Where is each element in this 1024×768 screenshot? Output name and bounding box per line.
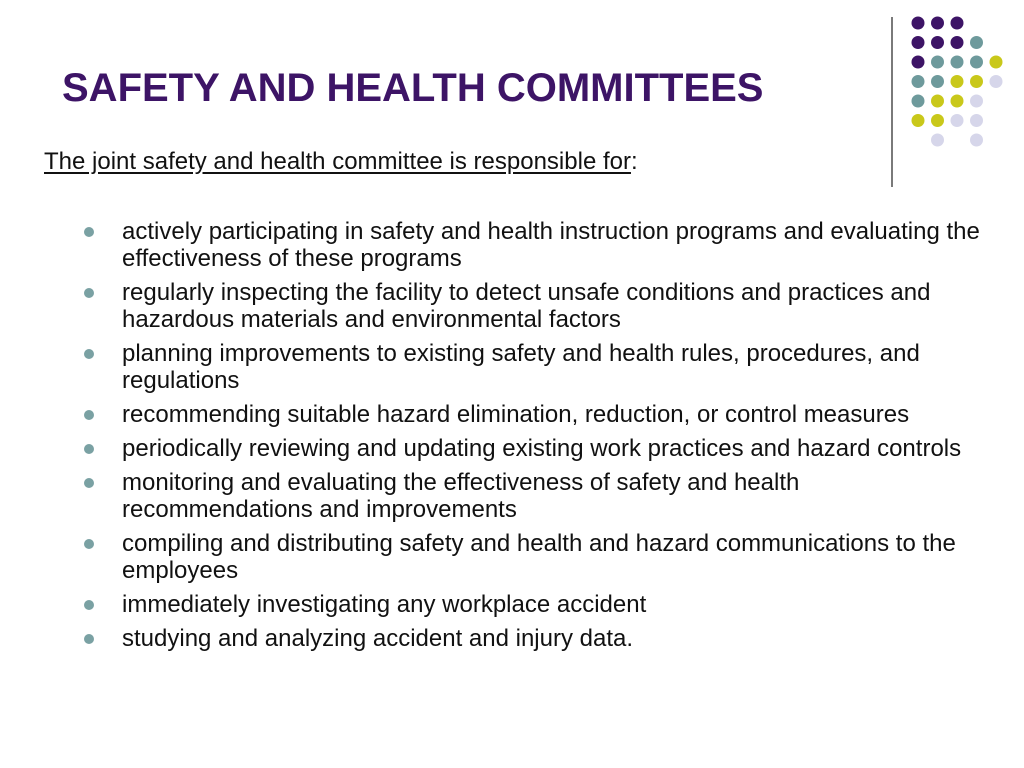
decorative-dot [990, 56, 1003, 69]
decorative-dot [970, 114, 983, 127]
list-item-text: monitoring and evaluating the effectiveness of safety and health recommendations and improvements [122, 469, 800, 523]
decorative-dot [990, 75, 1003, 88]
list-item [84, 340, 984, 394]
list-item-text: recommending suitable hazard elimination, reduction, or control measures [122, 401, 910, 428]
decorative-dot [912, 114, 925, 127]
decorative-dot [931, 17, 944, 30]
intro-text: The joint safety and health committee is responsible for [44, 148, 631, 175]
responsibility-list [84, 218, 984, 659]
decorative-dot [970, 56, 983, 69]
list-item [84, 469, 984, 523]
bullet-dot-icon [84, 288, 94, 298]
bullet-dot-icon [84, 410, 94, 420]
bullet-dot-icon [84, 634, 94, 644]
bullet-dot-icon [84, 444, 94, 454]
decorative-dot [951, 56, 964, 69]
list-item-text: studying and analyzing accident and injury data. [122, 625, 634, 652]
list-item-text: actively participating in safety and health instruction programs and evaluating the effectiveness of these programs [122, 218, 980, 272]
list-item-text: periodically reviewing and updating existing work practices and hazard controls [122, 435, 962, 462]
decorative-dot [912, 36, 925, 49]
list-item-text: immediately investigating any workplace accident [122, 591, 647, 618]
list-item [84, 401, 984, 428]
list-item [84, 530, 984, 584]
list-item [84, 279, 984, 333]
bullet-dot-icon [84, 539, 94, 549]
decorative-dot [970, 36, 983, 49]
list-item [84, 435, 984, 462]
decorative-dot [970, 95, 983, 108]
decorative-dot [931, 114, 944, 127]
decorative-dot [931, 36, 944, 49]
decorative-dot [951, 75, 964, 88]
slide-title: SAFETY AND HEALTH COMMITTEES [62, 66, 764, 110]
list-item-text: compiling and distributing safety and health and hazard communications to the employees [122, 530, 956, 584]
decorative-dot [931, 56, 944, 69]
intro-colon: : [630, 148, 638, 175]
decorative-dot [970, 75, 983, 88]
list-item-text: regularly inspecting the facility to detect unsafe conditions and practices and hazardous materials and environmental factors [122, 279, 931, 333]
decorative-dot [931, 134, 944, 147]
decorative-dot [951, 95, 964, 108]
decorative-dot [970, 134, 983, 147]
decorative-dot [912, 75, 925, 88]
decorative-dot [931, 75, 944, 88]
decorative-dot [931, 95, 944, 108]
list-item-text: planning improvements to existing safety and health rules, procedures, and regulations [122, 340, 920, 394]
decorative-dot [912, 95, 925, 108]
decorative-dot [951, 17, 964, 30]
bullet-dot-icon [84, 349, 94, 359]
list-item [84, 625, 984, 652]
decorative-divider [891, 17, 893, 187]
list-item [84, 218, 984, 272]
intro-line [44, 147, 638, 177]
decorative-dot [951, 114, 964, 127]
decorative-dot [951, 36, 964, 49]
bullet-dot-icon [84, 600, 94, 610]
bullet-dot-icon [84, 478, 94, 488]
bullet-dot-icon [84, 227, 94, 237]
list-item [84, 591, 984, 618]
decorative-dot [912, 17, 925, 30]
decorative-dot [912, 56, 925, 69]
